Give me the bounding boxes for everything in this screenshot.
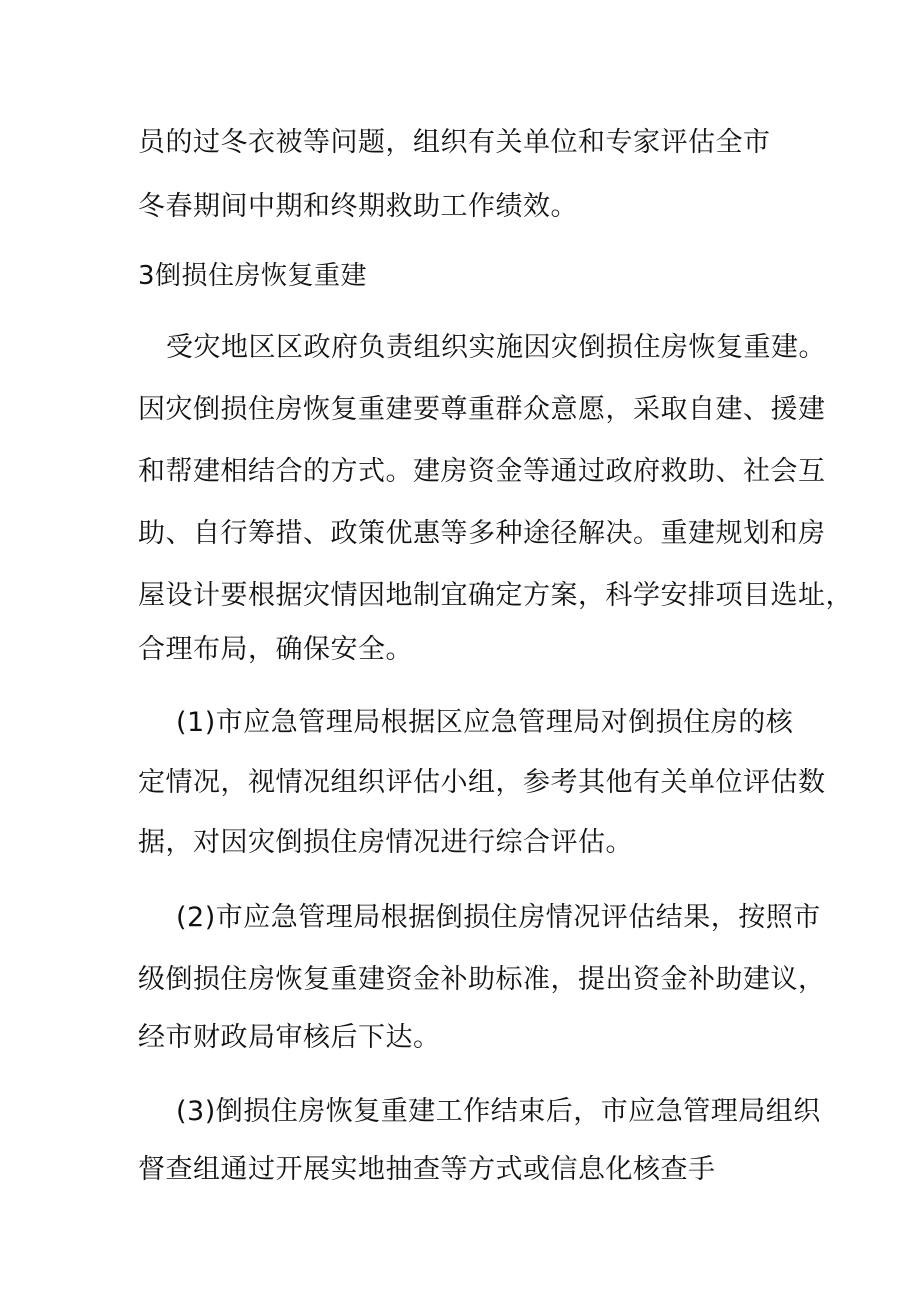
text-line: 合理布局，确保安全。 bbox=[138, 634, 413, 665]
section-heading: 3倒损住房恢复重建 bbox=[138, 261, 368, 291]
text-line: 屋设计要根据灾情因地制宜确定方案，科学安排项目选址， bbox=[138, 580, 853, 611]
list-item-1-first-line: (1)市应急管理局根据区应急管理局对倒损住房的核 bbox=[176, 707, 794, 738]
text-line: 因灾倒损住房恢复重建要尊重群众意愿，采取自建、援建 bbox=[138, 394, 826, 425]
text-line: 督查组通过开展实地抽查等方式或信息化核查手 bbox=[138, 1154, 716, 1185]
text-line: 定情况，视情况组织评估小组，参考其他有关单位评估数 bbox=[138, 767, 826, 798]
list-item-2-first-line: (2)市应急管理局根据倒损住房情况评估结果，按照市 bbox=[176, 902, 821, 933]
text-line: 员的过冬衣被等问题，组织有关单位和专家评估全市 bbox=[138, 127, 771, 158]
text-line: 和帮建相结合的方式。建房资金等通过政府救助、社会互 bbox=[138, 456, 826, 487]
text-line: 据，对因灾倒损住房情况进行综合评估。 bbox=[138, 827, 633, 858]
text-line: 经市财政局审核后下达。 bbox=[138, 1022, 441, 1053]
paragraph-first-line: 受灾地区区政府负责组织实施因灾倒损住房恢复重建。 bbox=[166, 332, 826, 363]
text-line: 助、自行筹措、政策优惠等多种途径解决。重建规划和房 bbox=[138, 518, 826, 549]
list-item-3-first-line: (3)倒损住房恢复重建工作结束后，市应急管理局组织 bbox=[176, 1096, 821, 1127]
text-line: 冬春期间中期和终期救助工作绩效。 bbox=[138, 191, 578, 222]
text-line: 级倒损住房恢复重建资金补助标准，提出资金补助建议， bbox=[138, 964, 826, 995]
